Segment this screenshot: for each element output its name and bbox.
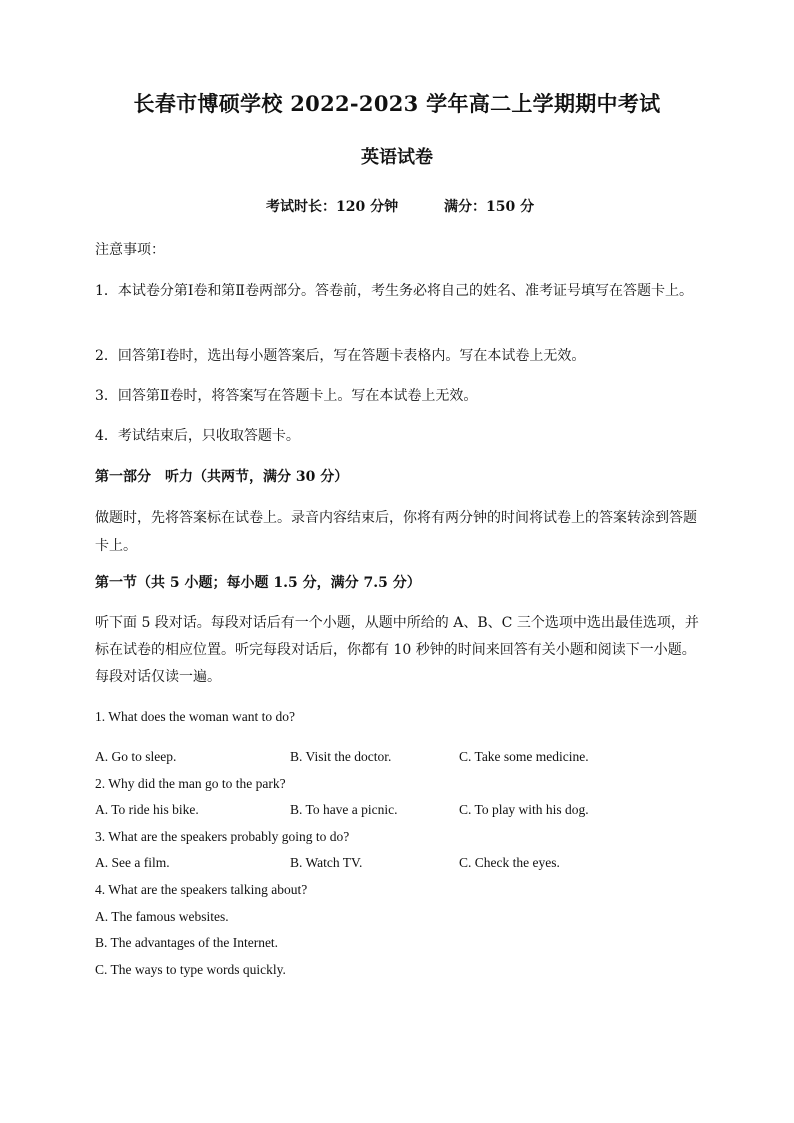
question-4-option-b: B. The advantages of the Internet. [95, 935, 279, 950]
question-2-option-c: C. To play with his dog. [459, 802, 589, 817]
section1-heading: 第一节（共 5 小题；每小题 1.5 分，满分 7.5 分） [95, 575, 421, 591]
notes-heading: 注意事项： [95, 242, 165, 258]
question-1-option-b: B. Visit the doctor. [290, 749, 392, 764]
question-4-option-a: A. The famous websites. [95, 909, 229, 924]
part1-heading: 第一部分 听力（共两节，满分 30 分） [95, 469, 349, 485]
note-item-4: 4．考试结束后，只收取答题卡。 [95, 428, 300, 444]
exam-full-score: 满分：150 分 [444, 199, 535, 215]
question-3-option-b: B. Watch TV. [290, 855, 363, 870]
part1-instruction: 做题时，先将答案标在试卷上。录音内容结束后，你将有两分钟的时间将试卷上的答案转涂到答题卡上。 [95, 510, 697, 554]
question-2-option-a: A. To ride his bike. [95, 802, 199, 817]
note-item-2: 2．回答第Ⅰ卷时，选出每小题答案后，写在答题卡表格内。写在本试卷上无效。 [95, 348, 586, 364]
question-2-option-b: B. To have a picnic. [290, 802, 398, 817]
exam-subtitle: 英语试卷 [361, 147, 433, 168]
question-1-stem: 1. What does the woman want to do? [95, 709, 295, 724]
question-2-stem: 2. Why did the man go to the park? [95, 776, 286, 791]
exam-duration: 考试时长：120 分钟 [266, 199, 399, 215]
question-1-option-c: C. Take some medicine. [459, 749, 589, 764]
exam-title: 长春市博硕学校 2022-2023 学年高二上学期期中考试 [133, 91, 661, 116]
question-1-option-a: A. Go to sleep. [95, 749, 177, 764]
question-4-option-c: C. The ways to type words quickly. [95, 962, 286, 977]
question-3-option-c: C. Check the eyes. [459, 855, 560, 870]
question-3-stem: 3. What are the speakers probably going to do? [95, 829, 350, 844]
section1-instruction: 听下面 5 段对话。每段对话后有一个小题，从题中所给的 A、B、C 三个选项中选出最佳选项，并标在试卷的相应位置。听完每段对话后，你都有 10 秒钟的时间来回答有关小题和阅读下一小题。每段对话仅读一遍。 [95, 615, 699, 685]
note-item-1: 1．本试卷分第Ⅰ卷和第Ⅱ卷两部分。答卷前，考生务必将自己的姓名、准考证号填写在答题卡上。 [95, 283, 693, 299]
question-4-stem: 4. What are the speakers talking about? [95, 882, 308, 897]
question-3-option-a: A. See a film. [95, 855, 170, 870]
note-item-3: 3．回答第Ⅱ卷时，将答案写在答题卡上。写在本试卷上无效。 [95, 388, 478, 404]
